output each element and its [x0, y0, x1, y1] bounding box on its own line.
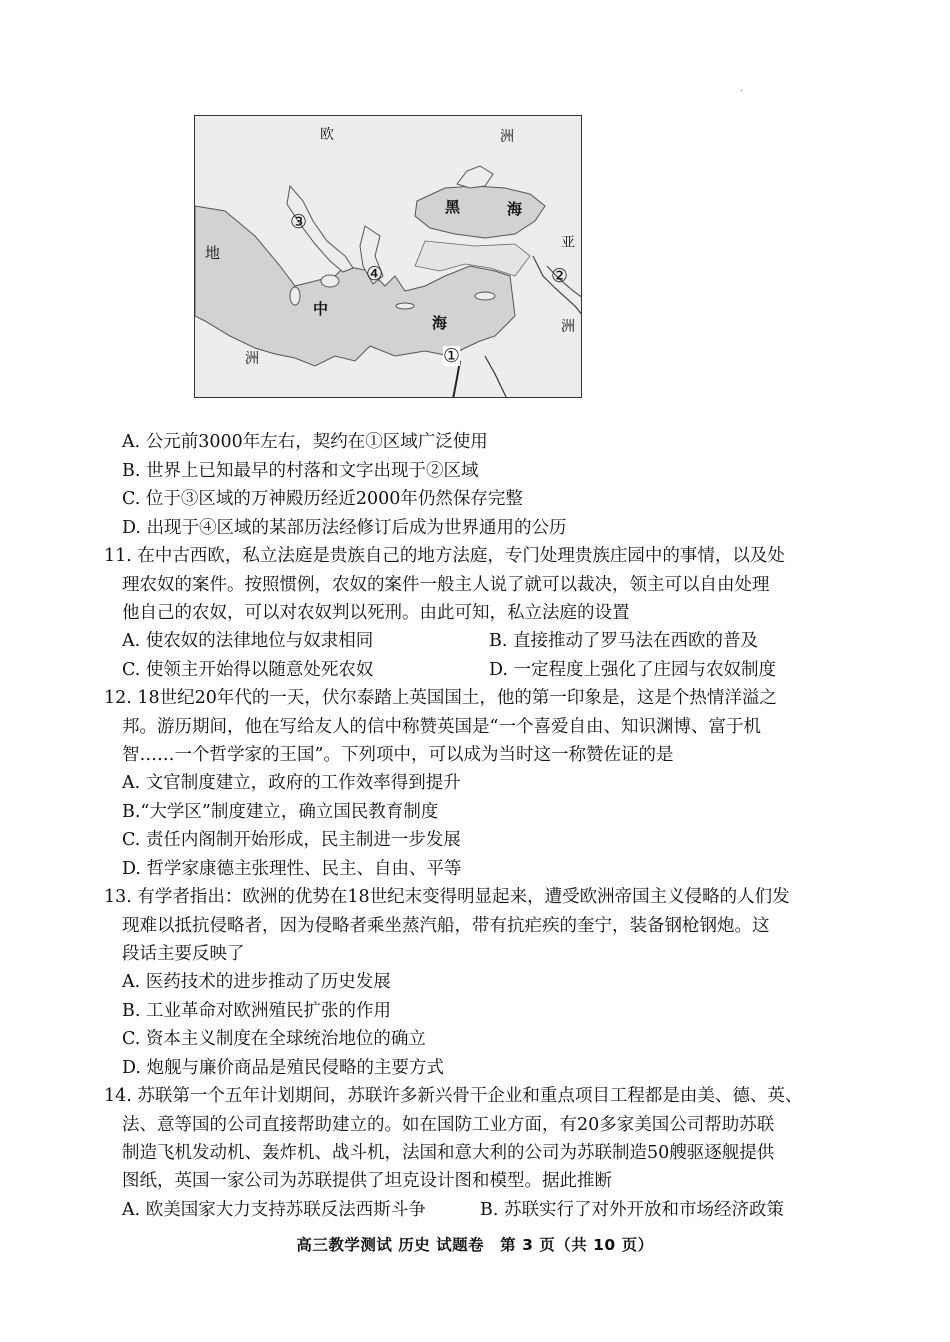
- q13-option-d: D. 炮舰与廉价商品是殖民侵略的主要方式: [122, 1058, 445, 1078]
- q11-stem-line-2: 理农奴的案件。按照惯例，农奴的案件一般主人说了就可以裁决，领主可以自由处理: [122, 575, 770, 595]
- map-label-asia-zhou: 洲: [561, 319, 575, 335]
- q14-stem-line-4: 图纸，英国一家公司为苏联提供了坦克设计图和模型。据此推断: [122, 1171, 612, 1191]
- q12-option-b: B.“大学区”制度建立，确立国民教育制度: [122, 802, 439, 822]
- q13-stem-line-1: 13. 有学者指出：欧洲的优势在18世纪末变得明显起来，遭受欧洲帝国主义侵略的人们发: [104, 887, 790, 907]
- map-label-black-hai: 海: [507, 200, 523, 218]
- map-label-med-di: 地: [205, 244, 221, 262]
- q11-option-c: C. 使领主开始得以随意处死农奴: [122, 660, 374, 680]
- page-footer: 高三教学测试 历史 试题卷 第 3 页（共 10 页）: [296, 1236, 654, 1254]
- map-label-europe-ou: 欧: [320, 127, 334, 143]
- q12-stem-line-1: 12. 18世纪20年代的一天，伏尔泰踏上英国国土，他的第一印象是，这是个热情洋溢之: [104, 688, 777, 708]
- q10-option-c: C. 位于③区域的万神殿历经近2000年仍然保存完整: [122, 489, 523, 509]
- q14-stem-line-1: 14. 苏联第一个五年计划期间，苏联许多新兴骨干企业和重点项目工程都是由美、德、英、: [104, 1086, 803, 1106]
- mediterranean-map: [194, 115, 582, 398]
- q14-option-b: B. 苏联实行了对外开放和市场经济政策: [480, 1200, 784, 1220]
- map-label-africa-zhou: 洲: [245, 351, 259, 367]
- q11-option-a: A. 使农奴的法律地位与奴隶相同: [122, 631, 374, 651]
- q14-option-a: A. 欧美国家大力支持苏联反法西斯斗争: [122, 1200, 426, 1220]
- q11-option-d: D. 一定程度上强化了庄园与农奴制度: [489, 660, 777, 680]
- q13-stem-line-2: 现难以抵抗侵略者，因为侵略者乘坐蒸汽船，带有抗疟疾的奎宁，装备钢枪钢炮。这: [122, 916, 770, 936]
- map-label-med-hai: 海: [432, 314, 448, 332]
- map-marker-4: ④: [366, 263, 384, 285]
- q14-stem-line-3: 制造飞机发动机、轰炸机、战斗机，法国和意大利的公司为苏联制造50艘驱逐舰提供: [122, 1143, 775, 1163]
- q13-option-c: C. 资本主义制度在全球统治地位的确立: [122, 1029, 426, 1049]
- q11-stem-line-3: 他自己的农奴，可以对农奴判以死刑。由此可知，私立法庭的设置: [122, 603, 630, 623]
- q12-option-a: A. 文官制度建立，政府的工作效率得到提升: [122, 773, 461, 793]
- map-label-black-hei: 黑: [445, 198, 461, 216]
- q12-option-c: C. 责任内阁制开始形成，民主制进一步发展: [122, 830, 461, 850]
- q12-stem-line-2: 邦。游历期间，他在写给友人的信中称赞英国是“一个喜爱自由、知识渊博、富于机: [122, 717, 761, 737]
- map-label-med-zhong: 中: [313, 300, 329, 318]
- q13-stem-line-3: 段话主要反映了: [122, 944, 245, 964]
- q11-option-b: B. 直接推动了罗马法在西欧的普及: [489, 631, 758, 651]
- scan-dot: ·: [740, 86, 744, 97]
- q10-option-d: D. 出现于④区域的某部历法经修订后成为世界通用的公历: [122, 518, 567, 538]
- map-label-europe-zhou: 洲: [500, 129, 514, 145]
- map-label-asia-ya: 亚: [561, 235, 575, 251]
- q11-stem-line-1: 11. 在中古西欧，私立法庭是贵族自己的地方法庭，专门处理贵族庄园中的事情，以及处: [104, 546, 785, 566]
- q14-stem-line-2: 法、意等国的公司直接帮助建立的。如在国防工业方面，有20多家美国公司帮助苏联: [122, 1115, 775, 1135]
- map-marker-1: ①: [443, 345, 461, 367]
- q13-option-a: A. 医药技术的进步推动了历史发展: [122, 972, 391, 992]
- q12-stem-line-3: 智……一个哲学家的王国”。下列项中，可以成为当时这一称赞佐证的是: [122, 745, 674, 765]
- q13-option-b: B. 工业革命对欧洲殖民扩张的作用: [122, 1001, 391, 1021]
- map-marker-2: ②: [551, 265, 569, 287]
- q10-option-b: B. 世界上已知最早的村落和文字出现于②区域: [122, 461, 479, 481]
- q12-option-d: D. 哲学家康德主张理性、民主、自由、平等: [122, 859, 462, 879]
- map-marker-3: ③: [290, 211, 308, 233]
- q10-option-a: A. 公元前3000年左右，契约在①区域广泛使用: [122, 432, 488, 452]
